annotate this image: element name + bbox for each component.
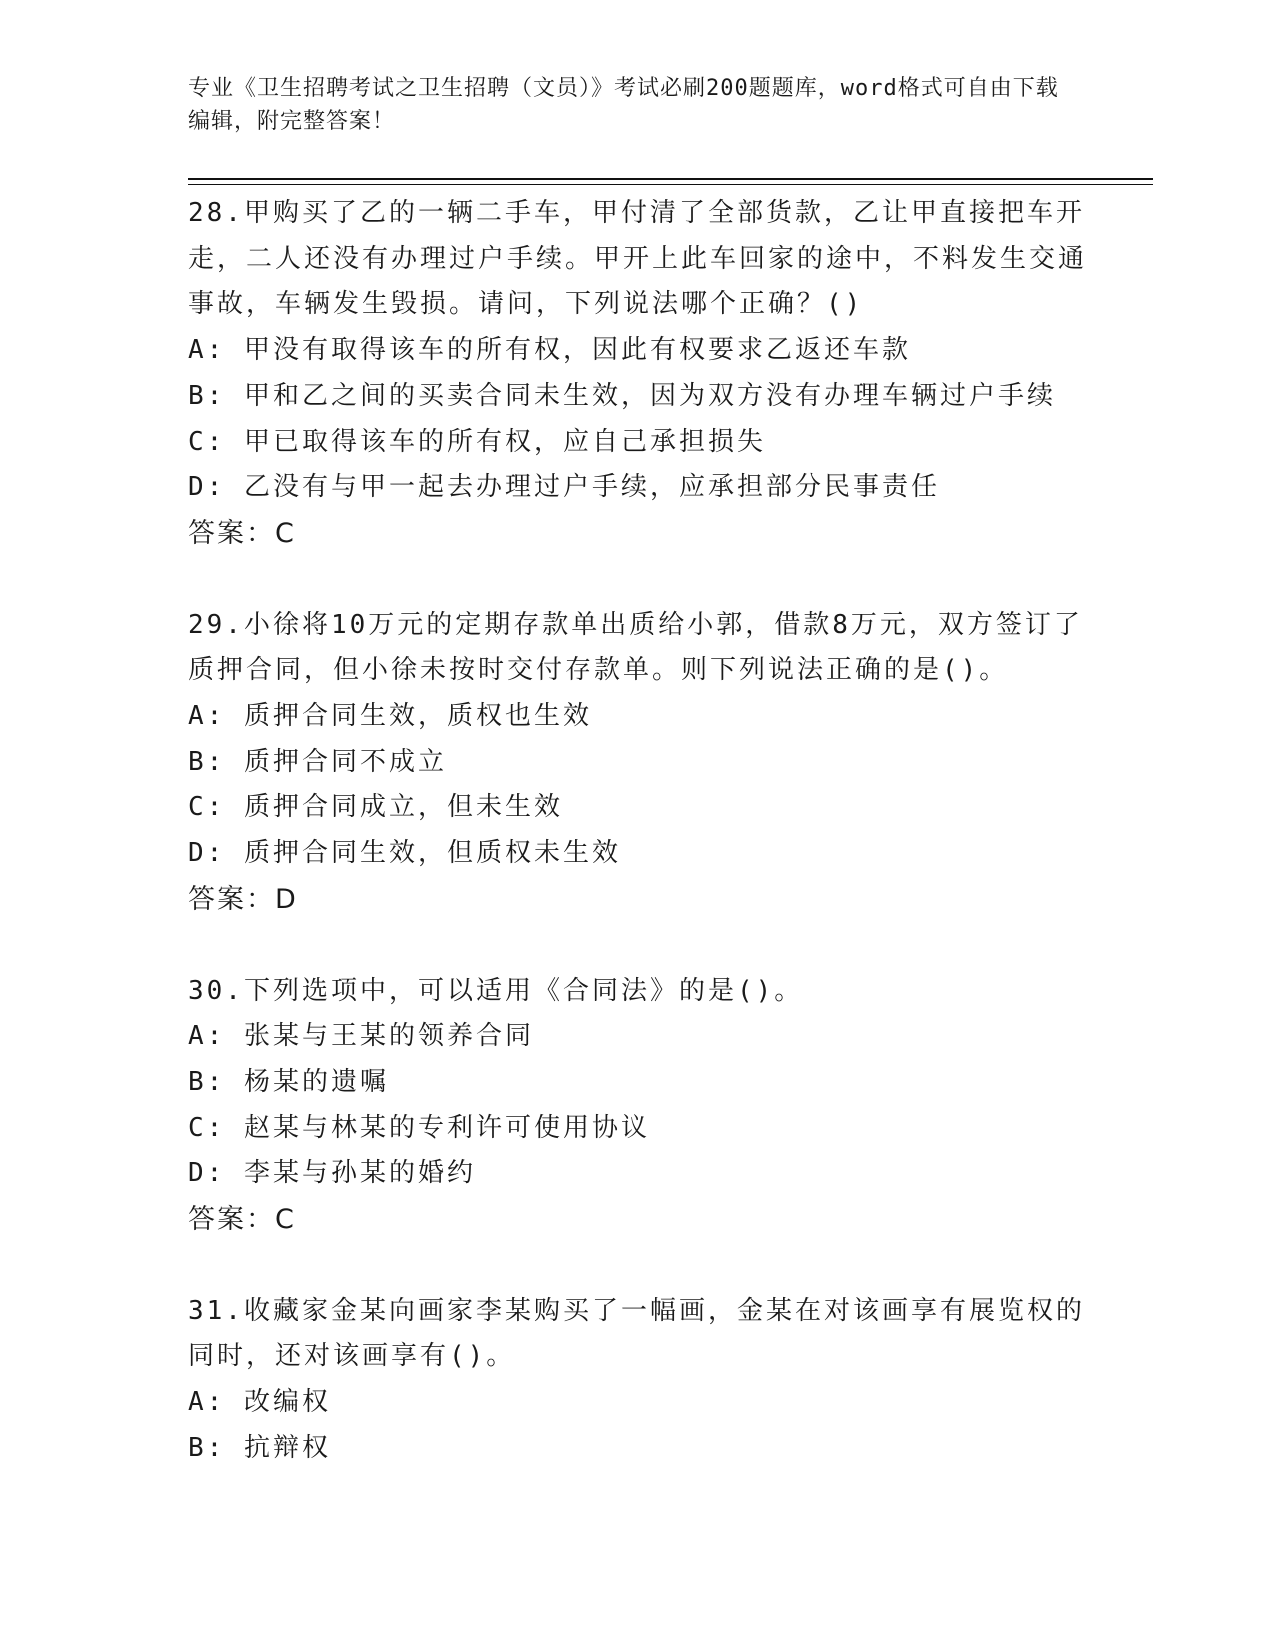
question-28 bbox=[188, 191, 1088, 557]
answer-line bbox=[188, 1197, 1088, 1243]
answer-value: C bbox=[275, 1204, 295, 1236]
question-list bbox=[188, 191, 1088, 1518]
option-a: A: 甲没有取得该车的所有权，因此有权要求乙返还车款 bbox=[188, 335, 911, 366]
answer-line bbox=[188, 511, 1088, 557]
question-stem: 28.甲购买了乙的一辆二手车，甲付清了全部货款，乙让甲直接把车开走，二人还没有办理过户手续。甲开上此车回家的途中，不料发生交通事故，车辆发生毁损。请问，下列说法哪个正确？() bbox=[188, 198, 1088, 320]
option-c: C: 赵某与林某的专利许可使用协议 bbox=[188, 1112, 650, 1143]
option-d: D: 质押合同生效，但质权未生效 bbox=[188, 838, 621, 869]
header-text: 专业《卫生招聘考试之卫生招聘（文员）》考试必刷200题题库，word格式可自由下载编辑，附完整答案！ bbox=[188, 76, 1059, 134]
question-30 bbox=[188, 969, 1088, 1243]
option-d: D: 乙没有与甲一起去办理过户手续，应承担部分民事责任 bbox=[188, 472, 940, 503]
question-stem: 29.小徐将10万元的定期存款单出质给小郭，借款8万元，双方签订了质押合同，但小徐未按时交付存款单。则下列说法正确的是()。 bbox=[188, 609, 1083, 686]
question-stem: 30.下列选项中，可以适用《合同法》的是()。 bbox=[188, 975, 804, 1006]
option-c: C: 质押合同成立，但未生效 bbox=[188, 792, 563, 823]
answer-line bbox=[188, 877, 1088, 923]
option-a: A: 质押合同生效，质权也生效 bbox=[188, 701, 592, 732]
answer-label: 答案： bbox=[188, 883, 275, 915]
option-c: C: 甲已取得该车的所有权，应自己承担损失 bbox=[188, 426, 766, 457]
option-b: B: 甲和乙之间的买卖合同未生效，因为双方没有办理车辆过户手续 bbox=[188, 380, 1056, 411]
option-a: A: 张某与王某的领养合同 bbox=[188, 1021, 534, 1052]
option-a: A: 改编权 bbox=[188, 1387, 331, 1418]
question-29 bbox=[188, 603, 1088, 923]
answer-label: 答案： bbox=[188, 1204, 275, 1236]
header-divider-thick bbox=[188, 178, 1153, 180]
header-divider-thin bbox=[188, 184, 1153, 185]
document-header bbox=[188, 72, 1068, 138]
option-d: D: 李某与孙某的婚约 bbox=[188, 1158, 476, 1189]
question-stem: 31.收藏家金某向画家李某购买了一幅画，金某在对该画享有展览权的同时，还对该画享有()。 bbox=[188, 1295, 1085, 1372]
answer-value: C bbox=[275, 517, 295, 549]
answer-value: D bbox=[275, 883, 297, 915]
question-31 bbox=[188, 1289, 1088, 1472]
option-b: B: 杨某的遗嘱 bbox=[188, 1066, 389, 1097]
option-b: B: 质押合同不成立 bbox=[188, 746, 447, 777]
option-b: B: 抗辩权 bbox=[188, 1432, 331, 1463]
answer-label: 答案： bbox=[188, 517, 275, 549]
